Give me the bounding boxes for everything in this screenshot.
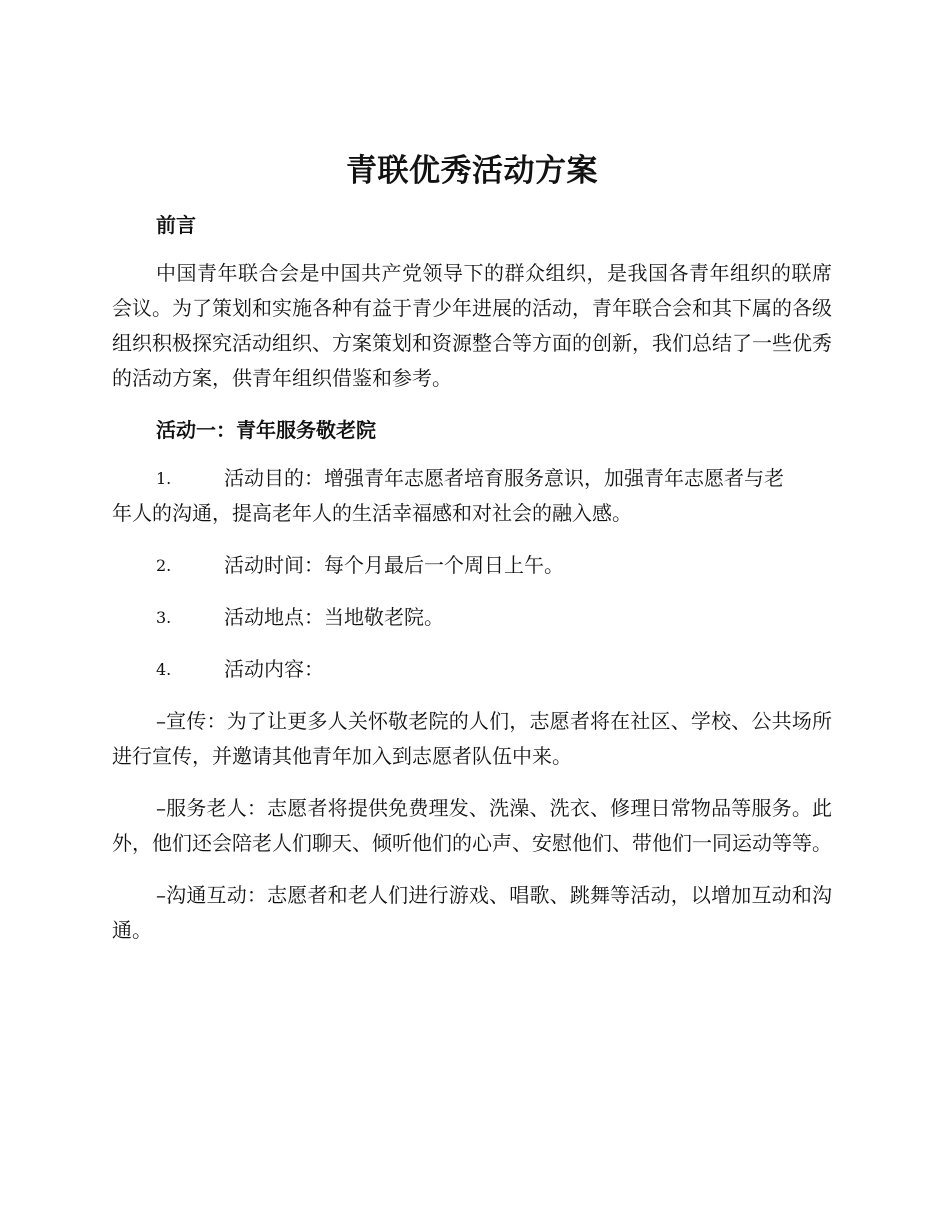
item-text — [224, 553, 564, 577]
detail-publicity: –宣传：为了让更多人关怀敬老院的人们，志愿者将在社区、学校、公共场所进行宣传，并邀请其他青年加入到志愿者队伍中来。 — [112, 709, 832, 768]
item-number: 3. — [156, 608, 172, 627]
numbered-item-time — [112, 548, 832, 583]
item-number: 2. — [156, 556, 172, 575]
activity-one-heading: 活动一：青年服务敬老院 — [156, 418, 376, 442]
numbered-item-content — [112, 652, 832, 687]
numbered-item-purpose — [112, 461, 832, 531]
preface-paragraph: 中国青年联合会是中国共产党领导下的群众组织，是我国各青年组织的联席会议。为了策划和实施各种有益于青少年进展的活动，青年联合会和其下属的各级组织积极探究活动组织、方案策划和资源整合等方面的创新，我们总结了一些优秀的活动方案，供青年组织借鉴和参考。 — [112, 261, 832, 390]
detail-elder-service: –服务老人：志愿者将提供免费理发、洗澡、洗衣、修理日常物品等服务。此外，他们还会陪老人们聊天、倾听他们的心声、安慰他们、带他们一同运动等等。 — [112, 796, 832, 855]
item-first-line: 活动内容： — [224, 657, 324, 681]
item-text — [224, 657, 324, 681]
item-continuation: 年人的沟通，提高老年人的生活幸福感和对社会的融入感。 — [112, 501, 632, 525]
detail-interaction: –沟通互动：志愿者和老人们进行游戏、唱歌、跳舞等活动，以增加互动和沟通。 — [112, 883, 832, 942]
page-title: 青联优秀活动方案 — [346, 153, 598, 189]
item-number: 1. — [156, 469, 172, 488]
item-number: 4. — [156, 660, 172, 679]
item-first-line: 活动目的：增强青年志愿者培育服务意识，加强青年志愿者与老 — [224, 466, 784, 490]
preface-heading: 前言 — [156, 213, 196, 237]
item-first-line: 活动地点：当地敬老院。 — [224, 605, 444, 629]
document-content — [112, 150, 832, 965]
item-text — [224, 605, 444, 629]
numbered-item-location — [112, 600, 832, 635]
item-first-line: 活动时间：每个月最后一个周日上午。 — [224, 553, 564, 577]
